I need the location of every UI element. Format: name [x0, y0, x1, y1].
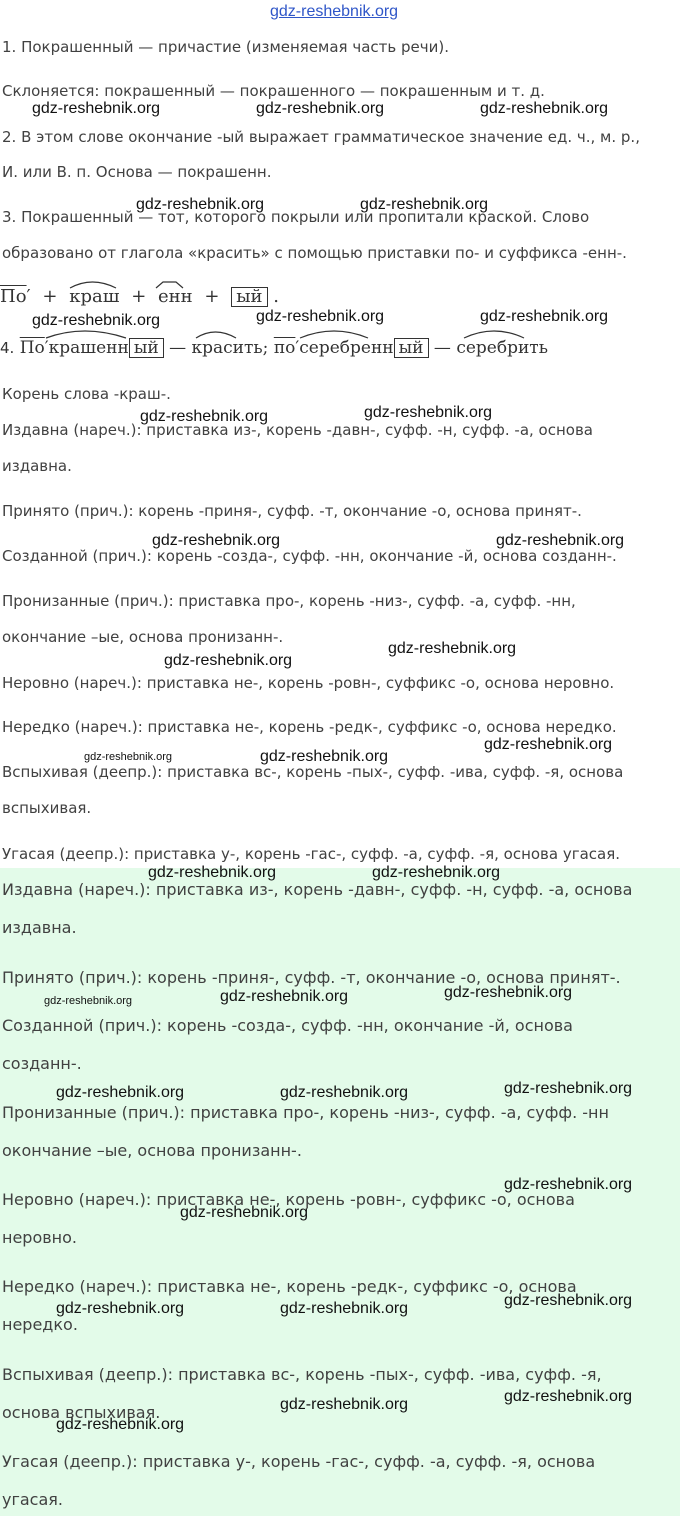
ending-box: ый [394, 338, 429, 358]
watermark: gdz-reshebnik.org [164, 652, 293, 669]
watermark: gdz-reshebnik.org [444, 984, 573, 1001]
site-link[interactable]: gdz-reshebnik.org [270, 3, 399, 20]
root-arc [464, 331, 524, 338]
text-line: окончание –ые, основа пронизанн-. [2, 628, 284, 646]
watermark: gdz-reshebnik.org [504, 1388, 633, 1405]
text-line: Неровно (нареч.): приставка не-, корень -ровн-, суффикс -о, основа неровно. [2, 674, 615, 692]
watermark: gdz-reshebnik.org [364, 404, 493, 421]
text-line: созданн-. [2, 1054, 82, 1073]
watermark: gdz-reshebnik.org [180, 1204, 309, 1221]
text-line: образовано от глагола «красить» с помощью приставки по- и суффикса -енн-. [2, 244, 627, 262]
morpheme-scheme: По′ + краш + енн + ый . [0, 286, 280, 307]
watermark: gdz-reshebnik.org [136, 196, 265, 213]
text-line: Склоняется: покрашенный — покрашенного — покрашенным и т. д. [2, 82, 545, 100]
text-line: окончание –ые, основа пронизанн-. [2, 1141, 302, 1160]
text-line: 3. Покрашенный — тот, которого покрыли или пропитали краской. Слово [2, 208, 590, 226]
text-line: издавна. [2, 457, 72, 475]
text-line: неровно. [2, 1228, 78, 1247]
watermark: gdz-reshebnik.org [388, 640, 517, 657]
text-line: Корень слова -краш-. [2, 385, 171, 403]
text-line: нередко. [2, 1315, 78, 1334]
text-line: Издавна (нареч.): приставка из-, корень -давн-, суфф. -н, суфф. -а, основа [2, 880, 633, 899]
root-arc [70, 282, 116, 288]
text-line: угасая. [2, 1490, 63, 1509]
source-word: серебрить [456, 338, 548, 358]
watermark: gdz-reshebnik.org [32, 100, 161, 117]
text-line: Созданной (прич.): корень -созда-, суфф. -нн, окончание -й, основа [2, 1016, 573, 1035]
text-line: Вспыхивая (деепр.): приставка вс-, корень -пых-, суфф. -ива, суфф. -я, основа [2, 763, 624, 781]
text-line: Нередко (нареч.): приставка не-, корень -редк-, суффикс -о, основа [2, 1277, 577, 1296]
watermark: gdz-reshebnik.org [56, 1084, 185, 1101]
prefix: По [19, 338, 45, 358]
watermark: gdz-reshebnik.org [32, 312, 161, 329]
prefix: по [273, 338, 296, 358]
watermark: gdz-reshebnik.org [480, 100, 609, 117]
watermark: gdz-reshebnik.org [152, 532, 281, 549]
watermark: gdz-reshebnik.org [140, 408, 269, 425]
watermark: gdz-reshebnik.org [148, 864, 277, 881]
watermark: gdz-reshebnik.org [360, 196, 489, 213]
text-line: Принято (прич.): корень -приня-, суфф. -т, окончание -о, основа принят-. [2, 502, 582, 520]
text-line: основа вспыхивая. [2, 1403, 161, 1422]
text-line: издавна. [2, 918, 77, 937]
root-arc [46, 331, 126, 338]
suffix: енн [158, 286, 193, 307]
root: крашенн [48, 338, 129, 358]
watermark: gdz-reshebnik.org [504, 1292, 633, 1309]
watermark: gdz-reshebnik.org [372, 864, 501, 881]
watermark: gdz-reshebnik.org [504, 1080, 633, 1097]
dot: . [273, 286, 280, 307]
root-arc [300, 331, 368, 338]
watermark: gdz-reshebnik.org [280, 1084, 409, 1101]
plus-sign: + [131, 286, 147, 307]
text-line: вспыхивая. [2, 799, 92, 817]
watermark: gdz-reshebnik.org [56, 1300, 185, 1317]
text-line: Принято (прич.): корень -приня-, суфф. -т, окончание -о, основа принят-. [2, 968, 621, 987]
root: серебренн [299, 338, 394, 358]
watermark: gdz-reshebnik.org [256, 100, 385, 117]
text-line: 1. Покрашенный — причастие (изменяемая часть речи). [2, 38, 449, 56]
watermark: gdz-reshebnik.org [280, 1300, 409, 1317]
text-line: И. или В. п. Основа — покрашенн. [2, 163, 272, 181]
text-line: Нередко (нареч.): приставка не-, корень -редк-, суффикс -о, основа нередко. [2, 718, 617, 736]
text-line: Угасая (деепр.): приставка у-, корень -гас-, суфф. -а, суфф. -я, основа [2, 1452, 596, 1471]
root-arc [196, 332, 236, 338]
plus-sign: + [204, 286, 220, 307]
word-scheme: 4. По′крашенн ый — красить; по′серебренн ый — серебрить [0, 338, 548, 358]
watermark: gdz-reshebnik.org [44, 995, 133, 1007]
plus-sign: + [42, 286, 58, 307]
suffix-arc [156, 282, 183, 288]
text-line: Созданной (прич.): корень -созда-, суфф. -нн, окончание -й, основа созданн-. [2, 547, 617, 565]
text-line: Вспыхивая (деепр.): приставка вс-, корень -пых-, суфф. -ива, суфф. -я, [2, 1365, 602, 1384]
watermark: gdz-reshebnik.org [56, 1416, 185, 1433]
source-word: красить; [191, 338, 269, 358]
watermark: gdz-reshebnik.org [504, 1176, 633, 1193]
watermark: gdz-reshebnik.org [84, 751, 173, 763]
root: краш [69, 286, 120, 307]
text-line: Пронизанные (прич.): приставка про-, корень -низ-, суфф. -а, суфф. -нн [2, 1103, 609, 1122]
text-line: Пронизанные (прич.): приставка про-, корень -низ-, суфф. -а, суфф. -нн, [2, 592, 576, 610]
text-line: Угасая (деепр.): приставка у-, корень -гас-, суфф. -а, суфф. -я, основа угасая. [2, 845, 621, 863]
text-line: Неровно (нареч.): приставка не-, корень -ровн-, суффикс -о, основа [2, 1190, 575, 1209]
ending-box: ый [129, 338, 164, 358]
text-line: 2. В этом слове окончание -ый выражает грамматическое значение ед. ч., м. р., [2, 128, 640, 146]
watermark: gdz-reshebnik.org [480, 308, 609, 325]
prefix: По [0, 286, 27, 307]
watermark: gdz-reshebnik.org [260, 748, 389, 765]
watermark: gdz-reshebnik.org [220, 988, 349, 1005]
ending-box: ый [231, 287, 267, 307]
watermark: gdz-reshebnik.org [280, 1396, 409, 1413]
morpheme-arcs [0, 276, 280, 290]
watermark: gdz-reshebnik.org [256, 308, 385, 325]
text-line: Издавна (нареч.): приставка из-, корень -давн-, суфф. -н, суфф. -а, основа [2, 421, 593, 439]
watermark: gdz-reshebnik.org [496, 532, 625, 549]
watermark: gdz-reshebnik.org [484, 736, 613, 753]
